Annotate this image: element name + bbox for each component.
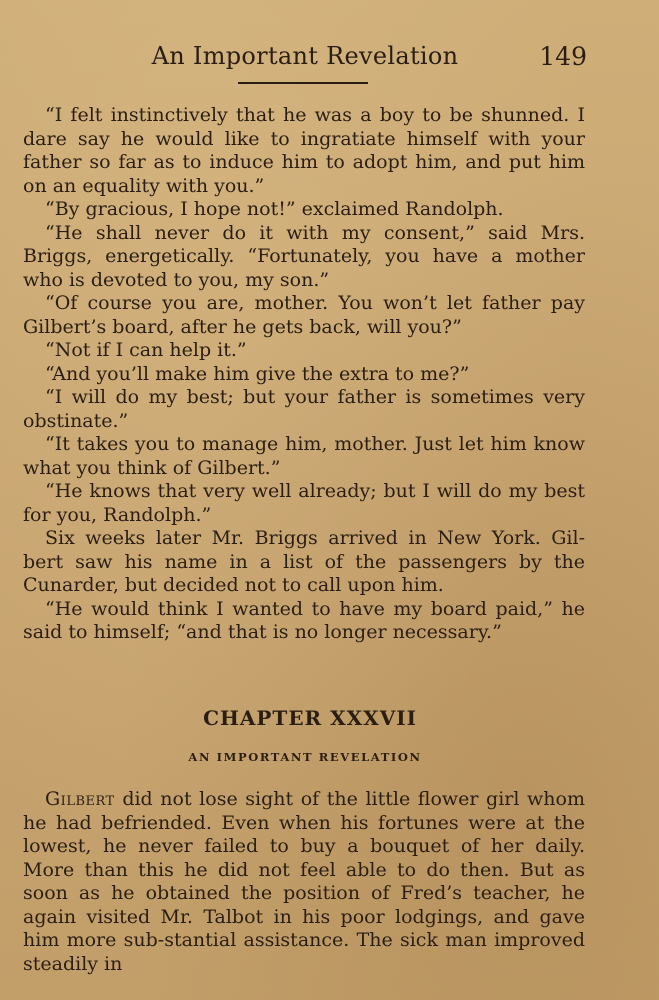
paragraph: “He would think I wanted to have my board paid,” he said to himself; “and that is no longer necessary.”: [23, 597, 585, 643]
opening-text: did not lose sight of the little flower girl whom he had befriended. Even when his fortunes were at the lowest, he never failed to buy a bouquet of her daily. More than this he did not feel able to do then. But as soon as he obtained the position of Fred’s teacher, he again visited Mr. Talbot in his poor lodgings, and gave him more sub-stantial assistance. The sick man improved steadily in: [23, 788, 585, 975]
opening-paragraph: [23, 788, 585, 976]
header-rule: [238, 82, 368, 84]
paragraph: “And you’ll make him give the extra to me?”: [45, 362, 470, 385]
paragraph: “By gracious, I hope not!” exclaimed Randolph.: [45, 198, 504, 220]
body-text: [23, 104, 585, 645]
paragraph: “He knows that very well already; but I will do my best for you, Randolph.”: [23, 480, 585, 526]
chapter-opening: [23, 788, 585, 976]
paragraph: “I felt instinctively that he was a boy to be shunned. I dare say he would like to ingratiate himself with your father so far as to induce him to adopt him, and put him on an equality with you.”: [23, 104, 585, 197]
chapter-title: CHAPTER XXXVII: [203, 706, 417, 730]
paragraph: Six weeks later Mr. Briggs arrived in New York. Gil-bert saw his name in a list of the passengers by the Cunarder, but decided not to call upon him.: [23, 527, 585, 596]
paragraph: “Of course you are, mother. You won’t let father pay Gilbert’s board, after he gets back, will you?”: [23, 292, 585, 338]
paragraph: “I will do my best; but your father is sometimes very obstinate.”: [23, 386, 585, 432]
opening-word: Gilbert: [45, 788, 115, 810]
running-head: [0, 42, 659, 82]
page-number: 149: [539, 42, 587, 71]
paragraph: “He shall never do it with my consent,” said Mrs. Briggs, energetically. “Fortunately, you have a mother who is devoted to you, my son.”: [23, 221, 585, 291]
chapter-subtitle: AN IMPORTANT REVELATION: [188, 750, 422, 764]
paragraph: “It takes you to manage him, mother. Just let him know what you think of Gilbert.”: [23, 433, 585, 479]
running-title: An Important Revelation: [151, 42, 459, 70]
paragraph: “Not if I can help it.”: [45, 339, 247, 361]
